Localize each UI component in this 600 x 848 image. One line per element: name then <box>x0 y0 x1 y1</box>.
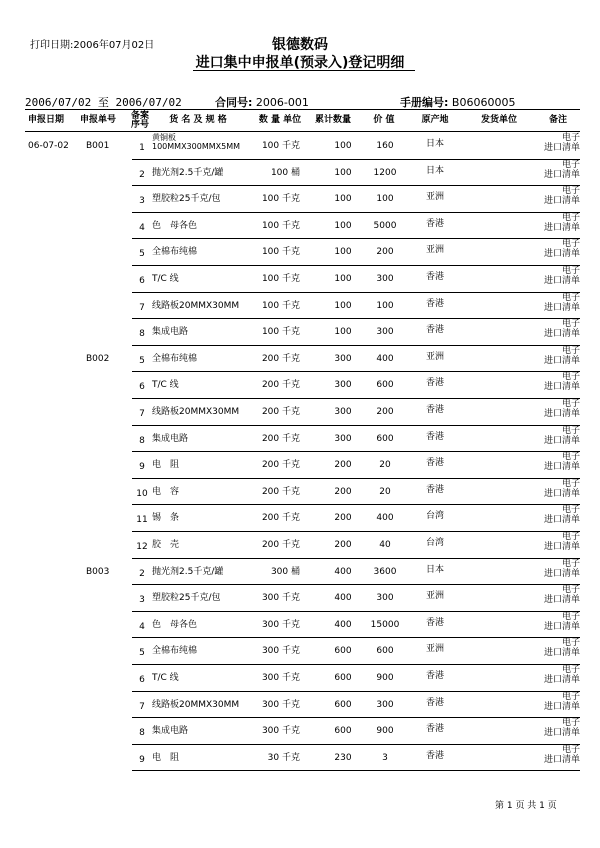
cell-quantity: 200 千克 <box>261 540 300 550</box>
cell-date: 06-07-02 <box>28 141 69 151</box>
cell-note: 电子 进口清单 <box>543 532 580 552</box>
table-row <box>0 319 600 346</box>
cell-quantity: 100 桶 <box>270 167 300 178</box>
cell-origin: 香港 <box>426 697 445 708</box>
cell-total: 400 <box>334 619 352 630</box>
cell-total: 230 <box>334 752 352 763</box>
cell-note: 电子 进口清单 <box>543 133 580 153</box>
cell-goods-name: 抛光剂2.5千克/罐 <box>152 167 224 178</box>
cell-seq: 7 <box>139 302 145 313</box>
cell-origin: 香港 <box>426 724 445 735</box>
cell-origin: 香港 <box>426 431 445 442</box>
cell-total: 400 <box>334 566 352 577</box>
cell-origin: 亚洲 <box>426 351 445 362</box>
cell-seq: 8 <box>139 329 145 340</box>
cell-quantity: 100 千克 <box>261 194 300 205</box>
cell-seq: 4 <box>139 222 145 233</box>
cell-value: 400 <box>376 513 394 524</box>
table-row <box>0 266 600 293</box>
cell-seq: 10 <box>136 488 148 499</box>
table-row <box>0 745 600 772</box>
cell-note: 电子 进口清单 <box>543 718 580 739</box>
cell-goods-name: 线路板20MMX30MM <box>152 300 240 311</box>
cell-value: 200 <box>376 247 394 258</box>
cell-note: 电子 进口清单 <box>543 505 580 526</box>
table-row <box>0 213 600 240</box>
table-row <box>0 293 600 320</box>
table-row <box>0 692 600 719</box>
cell-value: 200 <box>376 407 394 417</box>
cell-goods-name: 线路板20MMX30MM <box>152 407 240 417</box>
cell-value: 300 <box>376 327 394 338</box>
cell-value: 300 <box>376 274 394 284</box>
cell-total: 100 <box>334 220 352 231</box>
cell-seq: 3 <box>139 196 145 207</box>
cell-note: 电子 进口清单 <box>543 239 580 260</box>
cell-note: 电子 进口清单 <box>543 212 580 233</box>
cell-goods-name: 电 阻 <box>152 752 180 763</box>
table-row <box>0 346 600 373</box>
header-name: 货 名 及 规 格 <box>169 115 227 125</box>
cell-goods-name: 集成电路 <box>152 726 189 737</box>
cell-origin: 香港 <box>426 405 445 415</box>
cell-seq: 2 <box>139 568 145 579</box>
cell-seq: 7 <box>139 701 145 712</box>
cell-total: 100 <box>334 141 352 151</box>
cell-seq: 12 <box>136 542 148 552</box>
table-row <box>0 532 600 559</box>
cell-note: 电子 进口清单 <box>543 159 580 180</box>
header-no: 申报单号 <box>79 115 116 125</box>
cell-total: 300 <box>334 407 352 417</box>
cell-total: 200 <box>334 540 352 550</box>
cell-goods-name: 全棉布纯棉 <box>152 247 198 258</box>
cell-total: 600 <box>334 726 352 737</box>
cell-goods-name: 全棉布纯棉 <box>152 646 198 657</box>
cell-value: 3 <box>382 752 388 763</box>
cell-quantity: 300 千克 <box>261 673 300 683</box>
cell-seq: 7 <box>139 409 145 419</box>
cell-goods-name: 电 容 <box>152 486 180 497</box>
cell-value: 900 <box>376 726 394 737</box>
cell-origin: 日本 <box>426 165 445 176</box>
table-row <box>0 585 600 612</box>
table-row <box>0 665 600 692</box>
cell-note: 电子 进口清单 <box>543 744 580 765</box>
cell-origin: 香港 <box>426 750 445 761</box>
cell-quantity: 200 千克 <box>261 486 300 497</box>
cell-quantity: 200 千克 <box>261 380 300 391</box>
cell-total: 100 <box>334 194 352 205</box>
cell-quantity: 100 千克 <box>261 220 300 231</box>
table-row <box>0 160 600 187</box>
cell-value: 160 <box>376 141 394 151</box>
cell-goods-name: 色 母各色 <box>152 619 198 630</box>
cell-origin: 香港 <box>426 298 445 309</box>
cell-origin: 香港 <box>426 218 445 229</box>
cell-goods-name: 塑胶粒25千克/包 <box>152 593 221 604</box>
cell-seq: 5 <box>139 648 145 659</box>
cell-note: 电子 进口清单 <box>543 292 580 313</box>
cell-total: 300 <box>334 380 352 391</box>
cell-goods-name: 黄铜板 100MMX300MMX5MM <box>152 133 241 151</box>
cell-value: 20 <box>379 460 391 471</box>
cell-origin: 香港 <box>426 617 445 628</box>
cell-seq: 9 <box>139 462 145 473</box>
cell-origin: 日本 <box>426 564 445 575</box>
cell-origin: 香港 <box>426 272 445 282</box>
header-origin: 原产地 <box>421 115 449 125</box>
cell-total: 400 <box>334 593 352 604</box>
cell-seq: 5 <box>139 355 145 366</box>
table-row <box>0 186 600 213</box>
table-row <box>0 452 600 479</box>
cell-goods-name: 胶 壳 <box>152 540 180 550</box>
cell-seq: 6 <box>139 382 145 393</box>
header-qty: 数 量 单位 <box>258 115 302 125</box>
cell-quantity: 100 千克 <box>261 300 300 311</box>
cell-note: 电子 进口清单 <box>543 425 580 446</box>
cell-note: 电子 进口清单 <box>543 186 580 207</box>
cell-quantity: 100 千克 <box>261 247 300 258</box>
cell-origin: 亚洲 <box>426 245 445 256</box>
cell-origin: 香港 <box>426 458 445 469</box>
cell-value: 15000 <box>370 619 400 630</box>
cell-goods-name: 电 阻 <box>152 460 180 471</box>
cell-note: 电子 进口清单 <box>543 585 580 606</box>
cell-quantity: 200 千克 <box>261 433 300 444</box>
cell-origin: 亚洲 <box>426 644 445 655</box>
cell-value: 40 <box>379 540 391 550</box>
cell-seq: 11 <box>136 515 148 526</box>
cell-seq: 9 <box>139 754 145 765</box>
cell-total: 200 <box>334 486 352 497</box>
header-note: 备注 <box>548 115 567 125</box>
print-date-label: 打印日期: <box>30 40 74 51</box>
cell-origin: 日本 <box>426 139 445 149</box>
cell-total: 100 <box>334 167 352 178</box>
cell-value: 300 <box>376 593 394 604</box>
cell-note: 电子 进口清单 <box>543 399 580 419</box>
cell-total: 600 <box>334 646 352 657</box>
cell-quantity: 200 千克 <box>261 513 300 524</box>
date-range: 2006/07/02 至 2006/07/02 <box>25 96 182 109</box>
header-date: 申报日期 <box>27 115 64 125</box>
cell-seq: 1 <box>139 143 145 153</box>
cell-seq: 8 <box>139 728 145 739</box>
cell-origin: 台湾 <box>426 538 445 548</box>
cell-goods-name: T/C 线 <box>152 380 179 391</box>
cell-value: 100 <box>376 194 394 205</box>
cell-declaration-no: B001 <box>86 141 110 151</box>
cell-quantity: 200 千克 <box>261 353 300 364</box>
cell-goods-name: 塑胶粒25千克/包 <box>152 194 221 205</box>
cell-goods-name: T/C 线 <box>152 673 179 683</box>
cell-goods-name: 色 母各色 <box>152 220 198 231</box>
cell-declaration-no: B003 <box>86 566 110 577</box>
cell-quantity: 200 千克 <box>261 407 300 417</box>
cell-total: 300 <box>334 353 352 364</box>
cell-origin: 亚洲 <box>426 192 445 203</box>
cell-note: 电子 进口清单 <box>543 372 580 393</box>
cell-value: 600 <box>376 380 394 391</box>
cell-total: 200 <box>334 513 352 524</box>
cell-total: 100 <box>334 274 352 284</box>
cell-total: 100 <box>334 327 352 338</box>
cell-value: 300 <box>376 699 394 710</box>
cell-total: 600 <box>334 673 352 683</box>
cell-quantity: 300 千克 <box>261 593 300 604</box>
cell-note: 电子 进口清单 <box>543 319 580 340</box>
table-row <box>0 133 600 160</box>
cell-goods-name: 集成电路 <box>152 327 189 338</box>
cell-note: 电子 进口清单 <box>543 478 580 499</box>
cell-total: 600 <box>334 699 352 710</box>
table-row <box>0 505 600 532</box>
cell-seq: 5 <box>139 249 145 260</box>
cell-quantity: 30 千克 <box>267 752 300 763</box>
header-total: 累计数量 <box>314 115 351 125</box>
cell-quantity: 300 千克 <box>261 646 300 657</box>
table-row <box>0 426 600 453</box>
cell-origin: 香港 <box>426 484 445 495</box>
table-row <box>0 559 600 586</box>
cell-goods-name: 全棉布纯棉 <box>152 353 198 364</box>
cell-note: 电子 进口清单 <box>543 638 580 659</box>
table-row <box>0 638 600 665</box>
cell-note: 电子 进口清单 <box>543 665 580 685</box>
table-row <box>0 239 600 266</box>
report-title: 进口集中申报单(预录入)登记明细 <box>195 55 405 71</box>
cell-quantity: 300 千克 <box>261 726 300 737</box>
cell-origin: 香港 <box>426 671 445 681</box>
header-price: 价 值 <box>373 115 395 125</box>
table-row <box>0 372 600 399</box>
table-row <box>0 718 600 745</box>
manual-value: B06060005 <box>451 96 516 109</box>
cell-value: 20 <box>379 486 391 497</box>
cell-quantity: 300 千克 <box>261 699 300 710</box>
cell-note: 电子 进口清单 <box>543 266 580 286</box>
cell-quantity: 300 千克 <box>261 619 300 630</box>
table-row <box>0 399 600 426</box>
cell-goods-name: 锡 条 <box>152 513 180 524</box>
cell-origin: 台湾 <box>426 511 445 522</box>
cell-quantity: 200 千克 <box>261 460 300 471</box>
cell-seq: 8 <box>139 435 145 446</box>
contract-value: 2006-001 <box>255 96 309 109</box>
cell-origin: 香港 <box>426 325 445 336</box>
cell-seq: 4 <box>139 621 145 632</box>
cell-declaration-no: B002 <box>86 353 110 364</box>
cell-seq: 3 <box>139 595 145 606</box>
cell-quantity: 100 千克 <box>261 141 300 151</box>
cell-value: 3600 <box>373 566 397 577</box>
header-shipper: 发货单位 <box>480 115 517 125</box>
cell-total: 100 <box>334 300 352 311</box>
cell-goods-name: 抛光剂2.5千克/罐 <box>152 566 224 577</box>
cell-total: 300 <box>334 433 352 444</box>
table-row <box>0 612 600 639</box>
print-date-value: 2006年07月02日 <box>73 40 155 51</box>
table-row <box>0 479 600 506</box>
cell-quantity: 300 桶 <box>270 566 300 577</box>
cell-note: 电子 进口清单 <box>543 611 580 632</box>
cell-quantity: 100 千克 <box>261 327 300 338</box>
cell-goods-name: T/C 线 <box>152 274 179 284</box>
cell-origin: 香港 <box>426 378 445 389</box>
cell-value: 400 <box>376 353 394 364</box>
cell-note: 电子 进口清单 <box>543 452 580 473</box>
cell-seq: 2 <box>139 169 145 180</box>
cell-seq: 6 <box>139 276 145 286</box>
header-seq: 备案序号 <box>130 110 149 130</box>
cell-quantity: 100 千克 <box>261 274 300 284</box>
row-separator <box>132 770 580 771</box>
cell-total: 100 <box>334 247 352 258</box>
cell-goods-name: 集成电路 <box>152 433 189 444</box>
cell-note: 电子 进口清单 <box>543 345 580 366</box>
page-footer: 第 1 页 共 1 页 <box>495 801 557 811</box>
cell-note: 电子 进口清单 <box>543 558 580 579</box>
company-name: 银德数码 <box>272 37 328 53</box>
contract-label: 合同号: <box>215 96 253 109</box>
cell-value: 600 <box>376 433 394 444</box>
cell-value: 900 <box>376 673 394 683</box>
cell-total: 200 <box>334 460 352 471</box>
cell-origin: 亚洲 <box>426 591 445 602</box>
cell-note: 电子 进口清单 <box>543 691 580 712</box>
cell-seq: 6 <box>139 675 145 685</box>
cell-value: 600 <box>376 646 394 657</box>
cell-goods-name: 线路板20MMX30MM <box>152 699 240 710</box>
cell-value: 100 <box>376 300 394 311</box>
manual-label: 手册编号: <box>400 96 449 109</box>
cell-value: 5000 <box>373 220 397 231</box>
cell-value: 1200 <box>373 167 397 178</box>
